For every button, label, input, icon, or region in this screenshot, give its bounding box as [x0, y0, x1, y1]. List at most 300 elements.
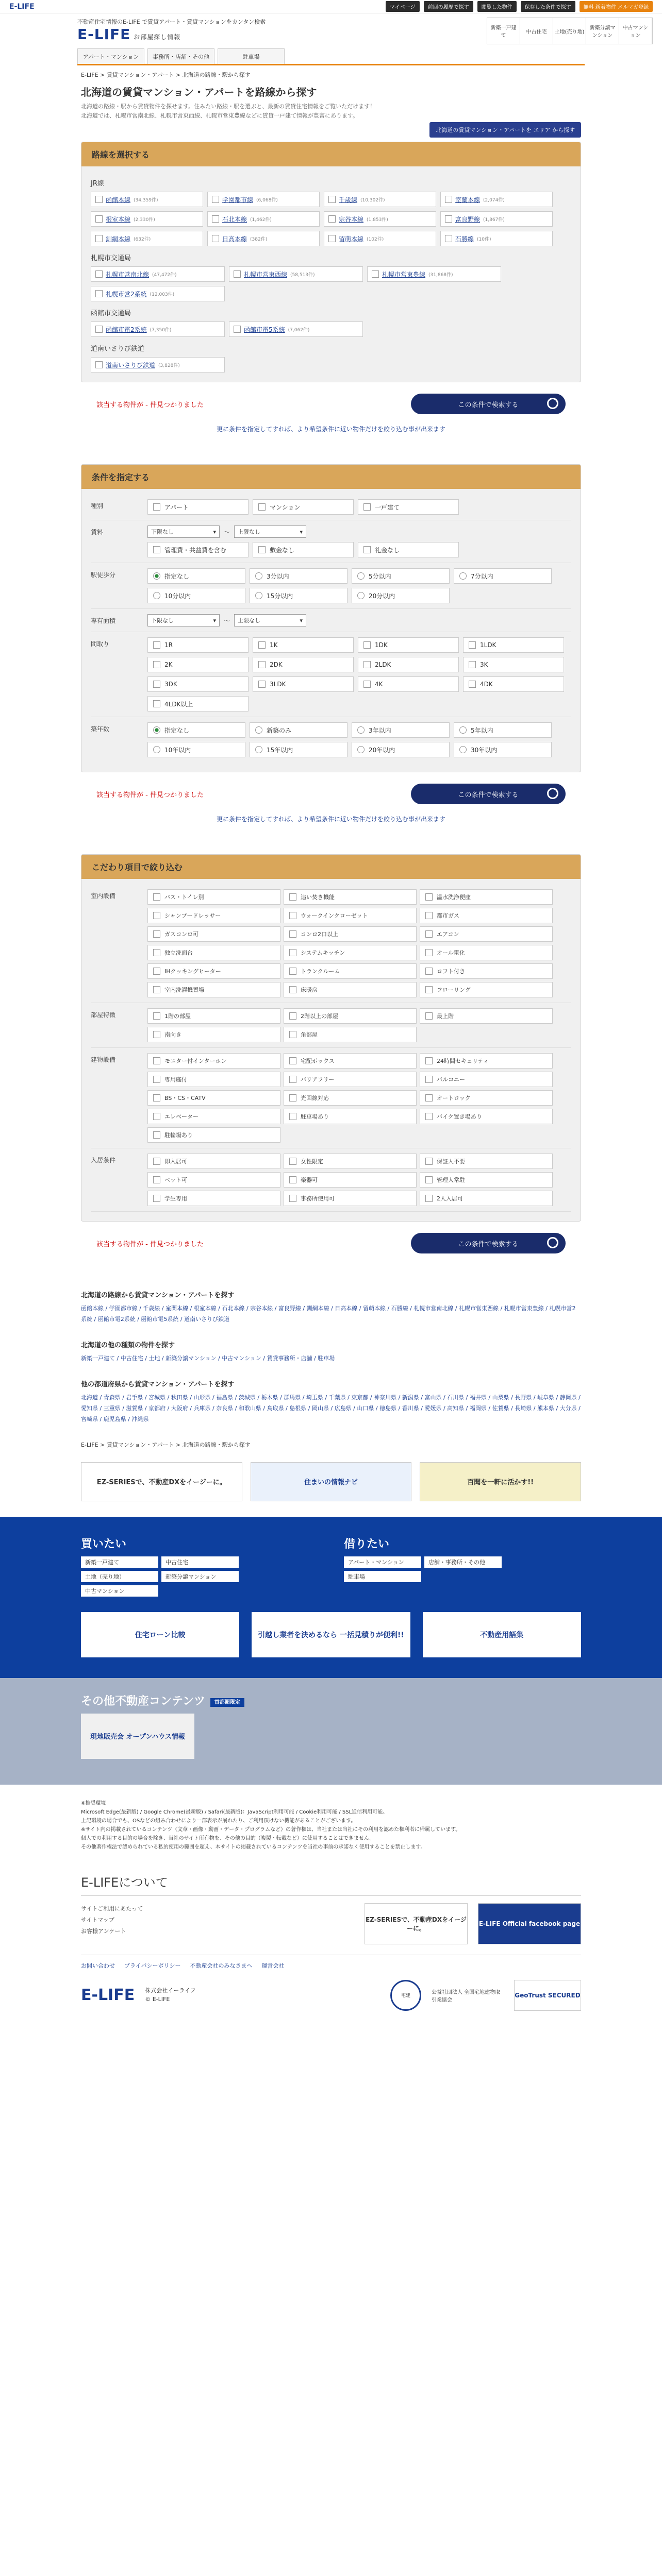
checkbox-label: 管理人常駐	[437, 1177, 465, 1184]
checkbox[interactable]	[445, 196, 452, 203]
line-name[interactable]: 留萌本線	[339, 235, 364, 243]
checkbox-option[interactable]	[420, 1172, 553, 1188]
about-link[interactable]: お客様アンケート	[81, 1927, 126, 1935]
radio-option[interactable]	[352, 742, 450, 757]
header-nav	[487, 18, 653, 44]
checkbox[interactable]	[328, 196, 336, 203]
checkbox[interactable]	[258, 681, 266, 688]
line-option[interactable]	[91, 286, 225, 301]
checkbox-option[interactable]	[147, 945, 280, 960]
line-name[interactable]: 函館市電2系統	[106, 326, 147, 333]
checkbox-option[interactable]	[284, 1027, 417, 1042]
checkbox[interactable]	[212, 196, 219, 203]
checkbox-option[interactable]	[284, 1072, 417, 1087]
checkbox[interactable]	[153, 546, 160, 553]
radio[interactable]	[357, 746, 365, 753]
checkbox-option[interactable]	[358, 542, 459, 557]
radio[interactable]	[357, 592, 365, 599]
breadcrumb[interactable]: E-LIFE > 賃貸マンション・アパート > 北海道の路線・駅から探す	[81, 72, 251, 78]
radio-label: 指定なし	[164, 572, 190, 580]
checkbox-option[interactable]	[420, 1008, 553, 1024]
checkbox-option[interactable]	[147, 1008, 280, 1024]
line-option[interactable]	[91, 266, 225, 282]
banner-ez[interactable]: EZ-SERIESで、不動産DXをイージーに。	[81, 1462, 242, 1501]
checkbox-option[interactable]	[147, 1072, 280, 1087]
radio[interactable]	[153, 746, 160, 753]
breadcrumb-bottom[interactable]: E-LIFE > 賃貸マンション・アパート > 北海道の路線・駅から探す	[81, 1441, 251, 1448]
mypage-button[interactable]: マイページ	[386, 1, 420, 12]
checkbox-option[interactable]	[284, 1172, 417, 1188]
checkbox[interactable]	[289, 1076, 296, 1083]
radio[interactable]	[255, 726, 262, 734]
line-option[interactable]	[91, 321, 225, 337]
kodawari-row	[91, 884, 571, 1003]
checkbox[interactable]	[258, 641, 266, 649]
rental-tabs	[77, 48, 585, 65]
line-count: (1,462件)	[250, 217, 272, 223]
checkbox[interactable]	[95, 290, 103, 297]
narrow-note: 更に条件を指定してすれば、より希望条件に近い物件だけを絞り込む事が出来ます	[216, 816, 445, 823]
buy-link[interactable]: 新築分譲マンション	[161, 1571, 239, 1582]
checkbox-option[interactable]	[147, 1109, 280, 1124]
checkbox[interactable]	[363, 681, 371, 688]
footer-link[interactable]: 運営会社	[261, 1962, 285, 1969]
line-count: (34,359件)	[134, 197, 158, 203]
promo-moving[interactable]: 引越し業者を決めるなら 一括見積りが便利!!	[252, 1612, 410, 1657]
checkbox[interactable]	[153, 1113, 160, 1120]
checkbox[interactable]	[289, 986, 296, 993]
checkbox-option[interactable]	[147, 926, 280, 942]
checkbox[interactable]	[258, 546, 266, 553]
checkbox[interactable]	[289, 1031, 296, 1038]
links-prefs[interactable]: 北海道 / 青森県 / 岩手県 / 宮城県 / 秋田県 / 山形県 / 福島県 / 茨城県 / 栃木県 / 群馬県 / 埼玉県 / 千葉県 / 東京都 / 神奈川県 / 新潟県 / 富山県 / 石川県 / 福井県 / 山梨県 / 長野県 / 岐阜県 / 静岡県 / 愛知県 / 三重県 / 滋賀県 / 京都府 / 大阪府 / 兵庫県 / 奈良県 / 和歌山県 / 鳥取県 / 島根県 / 岡山県 / 広島県 / 山口県 / 徳島県 / 香川県 / 愛媛県 / 高知県 / 福岡県 / 佐賀県 / 長崎県 / 熊本県 / 大分県 / 宮崎県 / 鹿児島県 / 沖縄県	[81, 1394, 581, 1422]
checkbox-label: 3DK	[164, 681, 177, 688]
checkbox[interactable]	[289, 968, 296, 975]
checkbox-option[interactable]	[463, 657, 564, 672]
line-option[interactable]	[207, 192, 320, 207]
checkbox[interactable]	[289, 1012, 296, 1020]
checkbox-option[interactable]	[147, 1053, 280, 1069]
checkbox[interactable]	[153, 986, 160, 993]
history-button[interactable]: 前回の履歴で探す	[424, 1, 473, 12]
line-option[interactable]	[440, 211, 553, 227]
checkbox[interactable]	[289, 949, 296, 956]
tab-office[interactable]: 事務所・店舗・その他	[147, 48, 214, 64]
checkbox-option[interactable]	[420, 982, 553, 997]
checkbox-option[interactable]	[420, 1154, 553, 1169]
checkbox[interactable]	[425, 912, 433, 919]
checkbox[interactable]	[425, 1094, 433, 1101]
line-name[interactable]: 札幌市営南北線	[106, 270, 150, 278]
checkbox[interactable]	[328, 235, 336, 242]
checkbox-option[interactable]	[420, 945, 553, 960]
checkbox-label: 駐輪場あり	[164, 1132, 193, 1139]
checkbox[interactable]	[425, 1158, 433, 1165]
nav-new-house[interactable]: 新築一戸建て	[487, 18, 520, 44]
checkbox-option[interactable]	[147, 696, 249, 711]
checkbox-option[interactable]	[420, 889, 553, 905]
checkbox-option[interactable]	[253, 542, 354, 557]
promo-loan[interactable]: 住宅ローン比較	[81, 1612, 239, 1657]
rent-min-select[interactable]: 下限なし ▾	[147, 526, 220, 538]
line-name[interactable]: 釧網本線	[106, 235, 131, 243]
line-name[interactable]: 函館市電5系統	[244, 326, 285, 333]
checkbox[interactable]	[95, 326, 103, 333]
line-option[interactable]	[367, 266, 501, 282]
checkbox[interactable]	[425, 1176, 433, 1183]
links-types[interactable]: 新築一戸建て / 中古住宅 / 土地 / 新築分譲マンション / 中古マンション / 賃貸事務所・店舗 / 駐車場	[81, 1354, 335, 1362]
checkbox[interactable]	[153, 1158, 160, 1165]
checkbox[interactable]	[153, 1031, 160, 1038]
checkbox[interactable]	[153, 1057, 160, 1064]
checkbox-option[interactable]	[463, 676, 564, 692]
checkbox-option[interactable]	[420, 908, 553, 923]
checkbox[interactable]	[153, 503, 160, 511]
radio[interactable]	[459, 726, 467, 734]
line-name[interactable]: 札幌市営2系統	[106, 290, 147, 298]
footer-link[interactable]: プライバシーポリシー	[124, 1962, 181, 1969]
checkbox-option[interactable]	[420, 1090, 553, 1106]
radio-option[interactable]	[352, 722, 450, 738]
checkbox[interactable]	[469, 681, 476, 688]
checkbox-option[interactable]	[253, 676, 354, 692]
checkbox[interactable]	[153, 968, 160, 975]
checkbox[interactable]	[95, 196, 103, 203]
mail-signup-button[interactable]: 無料 新着物件 メルマガ登録	[580, 1, 653, 12]
links-lines[interactable]: 函館本線 / 学園都市線 / 千歳線 / 室蘭本線 / 根室本線 / 石北本線 / 宗谷本線 / 富良野線 / 釧網本線 / 日高本線 / 留萌本線 / 石勝線 / 札幌市営南北線 / 札幌市営東西線 / 札幌市営東豊線 / 札幌市営2系統 / 函館市電2系統 / 函館市電5系統 / 道南いさりび鉄道	[81, 1305, 576, 1323]
checkbox-option[interactable]	[253, 499, 354, 515]
checkbox[interactable]	[153, 949, 160, 956]
checkbox-option[interactable]	[147, 1191, 280, 1206]
line-name[interactable]: 富良野線	[455, 215, 481, 223]
checkbox-label: 光回線対応	[301, 1095, 329, 1102]
line-option[interactable]	[324, 192, 436, 207]
radio-option[interactable]	[454, 722, 552, 738]
checkbox[interactable]	[363, 641, 371, 649]
line-name[interactable]: 函館本線	[106, 196, 131, 204]
line-option[interactable]	[91, 357, 225, 372]
search-button[interactable]: この条件で検索する	[411, 784, 566, 804]
checkbox[interactable]	[234, 326, 241, 333]
line-name[interactable]: 石北本線	[222, 215, 247, 223]
checkbox[interactable]	[95, 361, 103, 368]
chevron-down-icon: ▾	[213, 528, 216, 535]
geotrust-badge[interactable]: GeoTrust SECURED	[514, 1980, 581, 2011]
checkbox-option[interactable]	[147, 637, 249, 653]
search-button[interactable]: この条件で検索する	[411, 394, 566, 414]
checkbox-label: コンロ2口以上	[301, 931, 338, 938]
radio-option[interactable]	[147, 568, 245, 584]
checkbox[interactable]	[328, 215, 336, 223]
checkbox-option[interactable]	[147, 657, 249, 672]
banner-navi[interactable]: 住まいの情報ナビ	[251, 1462, 412, 1501]
nav-used-mansion[interactable]: 中古マンション	[619, 18, 652, 44]
line-name[interactable]: 札幌市営東西線	[244, 270, 288, 278]
checkbox[interactable]	[425, 1195, 433, 1202]
radio-option[interactable]	[352, 588, 450, 603]
checkbox-option[interactable]	[358, 637, 459, 653]
tagline: 不動産住宅情報のE-LIFE で賃貸アパート・賃貸マンションをカンタン検索	[77, 19, 266, 25]
checkbox[interactable]	[153, 641, 160, 649]
checkbox-option[interactable]	[284, 1053, 417, 1069]
openhouse-card[interactable]: 現地販売会 オープンハウス情報	[81, 1714, 194, 1759]
checkbox[interactable]	[289, 1057, 296, 1064]
checkbox[interactable]	[289, 1113, 296, 1120]
buy-link[interactable]: 中古マンション	[81, 1585, 158, 1597]
about-banner-ez[interactable]: EZ-SERIESで、不動産DXをイージーに。	[365, 1903, 468, 1944]
checkbox[interactable]	[425, 1113, 433, 1120]
checkbox-label: ガスコンロ可	[164, 931, 198, 938]
radio-option[interactable]	[352, 568, 450, 584]
checkbox[interactable]	[95, 235, 103, 242]
area-max-select[interactable]: 上限なし ▾	[234, 614, 306, 626]
checkbox-label: エレベーター	[164, 1113, 198, 1121]
checkbox[interactable]	[153, 1012, 160, 1020]
result-count: 該当する物件が - 件見つかりました	[96, 401, 204, 409]
about-link[interactable]: サイトマップ	[81, 1916, 114, 1923]
checkbox-label: バルコニー	[437, 1076, 465, 1083]
checkbox[interactable]	[372, 270, 379, 278]
search-button[interactable]: この条件で検索する	[411, 1233, 566, 1253]
checkbox-option[interactable]	[284, 945, 417, 960]
site-logo[interactable]: E-LIFE お部屋探し情報	[77, 26, 181, 43]
line-name[interactable]: 札幌市営東豊線	[382, 270, 426, 278]
radio[interactable]	[153, 726, 160, 734]
line-option[interactable]	[324, 231, 436, 246]
checkbox-option[interactable]	[147, 499, 249, 515]
line-option[interactable]	[229, 266, 363, 282]
checkbox[interactable]	[153, 681, 160, 688]
radio[interactable]	[153, 572, 160, 580]
checkbox[interactable]	[153, 893, 160, 901]
checkbox-option[interactable]	[284, 1154, 417, 1169]
radio[interactable]	[255, 592, 262, 599]
radio-option[interactable]	[250, 568, 347, 584]
radio[interactable]	[357, 572, 365, 580]
checkbox[interactable]	[363, 661, 371, 668]
line-option[interactable]	[91, 192, 203, 207]
checkbox-option[interactable]	[147, 1172, 280, 1188]
checkbox[interactable]	[425, 968, 433, 975]
radio-option[interactable]	[250, 722, 347, 738]
checkbox[interactable]	[153, 1094, 160, 1101]
radio-option[interactable]	[250, 742, 347, 757]
line-name[interactable]: 千歳線	[339, 196, 358, 204]
checkbox[interactable]	[425, 1076, 433, 1083]
checkbox[interactable]	[289, 930, 296, 938]
radio[interactable]	[255, 572, 262, 580]
line-name[interactable]: 宗谷本線	[339, 215, 364, 223]
footer-link[interactable]: 不動産会社のみなさまへ	[190, 1962, 253, 1969]
top-logo[interactable]: E-LIFE	[9, 2, 35, 11]
line-option[interactable]	[440, 231, 553, 246]
checkbox-option[interactable]	[147, 889, 280, 905]
checkbox[interactable]	[95, 270, 103, 278]
checkbox[interactable]	[445, 235, 452, 242]
checkbox[interactable]	[445, 215, 452, 223]
checkbox-option[interactable]	[284, 926, 417, 942]
area-search-button[interactable]: 北海道の賃貸マンション・アパートを エリア から探す	[429, 122, 581, 138]
line-name[interactable]: 道南いさりび鉄道	[106, 361, 156, 369]
checkbox-option[interactable]	[463, 637, 564, 653]
checkbox-option[interactable]	[358, 499, 459, 515]
checkbox[interactable]	[153, 1176, 160, 1183]
checkbox[interactable]	[363, 546, 371, 553]
rent-max-select[interactable]: 上限なし ▾	[234, 526, 306, 538]
checkbox-option[interactable]	[147, 1127, 280, 1143]
checkbox[interactable]	[425, 893, 433, 901]
checkbox-option[interactable]	[284, 908, 417, 923]
checkbox-option[interactable]	[420, 1072, 553, 1087]
checkbox[interactable]	[153, 930, 160, 938]
tab-apartment[interactable]: アパート・マンション	[77, 48, 144, 64]
checkbox[interactable]	[363, 503, 371, 511]
nav-new-mansion[interactable]: 新築分譲マンション	[586, 18, 619, 44]
checkbox[interactable]	[153, 661, 160, 668]
checkbox[interactable]	[153, 1195, 160, 1202]
checkbox-label: 専用庭付	[164, 1076, 187, 1083]
line-name[interactable]: 石勝線	[455, 235, 474, 243]
footer-link[interactable]: お問い合わせ	[81, 1962, 115, 1969]
checkbox-label: 室内洗濯機置場	[164, 987, 204, 994]
line-name[interactable]: 根室本線	[106, 215, 131, 223]
checkbox-option[interactable]	[420, 1109, 553, 1124]
line-count: (6,068件)	[256, 197, 278, 203]
checkbox[interactable]	[469, 641, 476, 649]
radio-label: 3年以内	[369, 726, 391, 734]
buy-link[interactable]: 新築一戸建て	[81, 1556, 158, 1568]
checkbox-option[interactable]	[147, 908, 280, 923]
checkbox-option[interactable]	[284, 982, 417, 997]
checkbox-option[interactable]	[284, 889, 417, 905]
buy-link[interactable]: 土地（売り地）	[81, 1571, 158, 1582]
checkbox[interactable]	[258, 661, 266, 668]
radio-option[interactable]	[250, 588, 347, 603]
checkbox-option[interactable]	[284, 1090, 417, 1106]
line-option[interactable]	[440, 192, 553, 207]
radio-option[interactable]	[147, 722, 245, 738]
checkbox[interactable]	[289, 1195, 296, 1202]
checkbox[interactable]	[425, 930, 433, 938]
facebook-banner[interactable]: E-LIFE Official facebook page	[478, 1903, 581, 1944]
nav-land[interactable]: 土地(売り地)	[553, 18, 586, 44]
kodawari-options	[147, 1008, 571, 1042]
checkbox[interactable]	[153, 912, 160, 919]
checkbox[interactable]	[289, 1158, 296, 1165]
result-count: 該当する物件が - 件見つかりました	[96, 1240, 204, 1248]
checkbox[interactable]	[425, 949, 433, 956]
radio-option[interactable]	[454, 742, 552, 757]
checkbox-option[interactable]	[147, 963, 280, 979]
promo-glossary[interactable]: 不動産用語集	[423, 1612, 581, 1657]
checkbox[interactable]	[234, 270, 241, 278]
checkbox-option[interactable]	[147, 676, 249, 692]
checkbox-option[interactable]	[420, 963, 553, 979]
line-option[interactable]	[207, 231, 320, 246]
checkbox[interactable]	[153, 700, 160, 707]
radio[interactable]	[459, 746, 467, 753]
checkbox[interactable]	[153, 1131, 160, 1139]
footer-logo[interactable]: E-LIFE	[81, 1986, 135, 2005]
rent-link[interactable]: 駐車場	[344, 1571, 421, 1582]
checkbox-option[interactable]	[147, 1027, 280, 1042]
radio-option[interactable]	[454, 568, 552, 584]
checkbox-option[interactable]	[284, 1008, 417, 1024]
viewed-button[interactable]: 閲覧した物件	[477, 1, 517, 12]
checkbox[interactable]	[289, 893, 296, 901]
checkbox-option[interactable]	[147, 1090, 280, 1106]
checkbox-option[interactable]	[147, 542, 249, 557]
checkbox[interactable]	[425, 1057, 433, 1064]
checkbox-option[interactable]	[358, 676, 459, 692]
checkbox-option[interactable]	[147, 1154, 280, 1169]
checkbox-option[interactable]	[147, 982, 280, 997]
radio[interactable]	[153, 592, 160, 599]
radio[interactable]	[357, 726, 365, 734]
checkbox-label: 2DK	[270, 661, 283, 669]
line-name[interactable]: 室蘭本線	[455, 196, 481, 204]
area-min-select[interactable]: 下限なし ▾	[147, 614, 220, 626]
checkbox[interactable]	[153, 1076, 160, 1083]
saved-search-button[interactable]: 保存した条件で探す	[521, 1, 575, 12]
checkbox[interactable]	[258, 503, 266, 511]
checkbox-label: ペット可	[164, 1177, 187, 1184]
radio[interactable]	[255, 746, 262, 753]
radio[interactable]	[459, 572, 467, 580]
checkbox-option[interactable]	[420, 926, 553, 942]
line-count: (3,828件)	[158, 363, 180, 368]
checkbox[interactable]	[469, 661, 476, 668]
line-option[interactable]	[91, 211, 203, 227]
checkbox[interactable]	[289, 1094, 296, 1101]
checkbox[interactable]	[289, 1176, 296, 1183]
radio-option[interactable]	[147, 742, 245, 757]
rent-link[interactable]: 店舗・事務所・その他	[424, 1556, 502, 1568]
checkbox-option[interactable]	[358, 657, 459, 672]
checkbox-option[interactable]	[253, 657, 354, 672]
checkbox-label: 2階以上の部屋	[301, 1013, 338, 1020]
banner-hyakubun[interactable]: 百聞を一軒に活かす!!	[420, 1462, 581, 1501]
checkbox-label: アパート	[164, 503, 189, 511]
checkbox[interactable]	[425, 1012, 433, 1020]
checkbox[interactable]	[289, 912, 296, 919]
line-option[interactable]	[324, 211, 436, 227]
rent-link[interactable]: アパート・マンション	[344, 1556, 421, 1568]
checkbox-option[interactable]	[420, 1053, 553, 1069]
checkbox-option[interactable]	[420, 1191, 553, 1206]
radio-option[interactable]	[147, 588, 245, 603]
line-name[interactable]: 学園都市線	[222, 196, 254, 204]
checkbox-option[interactable]	[253, 637, 354, 653]
about-link[interactable]: サイトご利用にあたって	[81, 1905, 143, 1912]
buy-link[interactable]: 中古住宅	[161, 1556, 239, 1568]
checkbox[interactable]	[212, 235, 219, 242]
checkbox[interactable]	[212, 215, 219, 223]
line-option[interactable]	[229, 321, 363, 337]
nav-used-house[interactable]: 中古住宅	[520, 18, 553, 44]
checkbox-option[interactable]	[284, 1191, 417, 1206]
line-option[interactable]	[91, 231, 203, 246]
checkbox-option[interactable]	[284, 1109, 417, 1124]
checkbox-option[interactable]	[284, 963, 417, 979]
checkbox[interactable]	[425, 986, 433, 993]
checkbox[interactable]	[95, 215, 103, 223]
tab-parking[interactable]: 駐車場	[218, 48, 285, 64]
line-option[interactable]	[207, 211, 320, 227]
checkbox-label: 4DK	[480, 681, 493, 688]
checkbox-label: 2LDK	[375, 661, 391, 669]
line-name[interactable]: 日高本線	[222, 235, 247, 243]
